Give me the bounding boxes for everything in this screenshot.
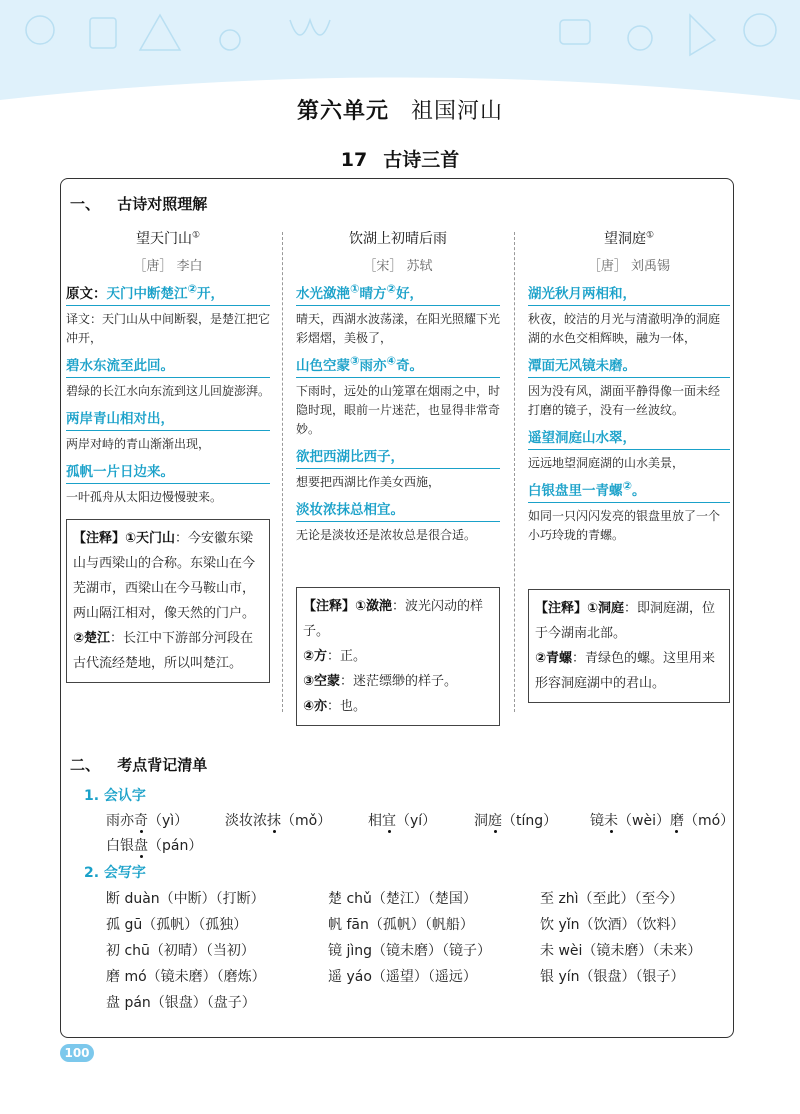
column-divider (282, 232, 283, 712)
write-item: 饮 yǐn（饮酒）（饮料） (540, 917, 685, 933)
notes-box: 【注释】①洞庭：即洞庭湖，位于今湖南北部。 ②青螺：青绿色的螺。这里用来形容洞庭湖中的君山。 (528, 589, 730, 703)
column-divider (514, 232, 515, 712)
recognize-item: 白银盘（pán） (106, 838, 203, 854)
poem-author: ［唐］ 李白 (133, 259, 203, 274)
section2-title (70, 754, 207, 775)
translation: 秋夜，皎洁的月光与清澈明净的洞庭湖的水色交相辉映，融为一体， (528, 312, 721, 345)
translation: 远远地望洞庭湖的山水美景， (528, 456, 685, 470)
section1-index: 一、 (70, 195, 101, 213)
poem-line: 白银盘里一青螺②。 (528, 479, 730, 503)
poem-line: 淡妆浓抹总相宜。 (296, 498, 500, 522)
recognize-subtitle: 1. 会认字 (84, 788, 146, 804)
poem-column-3 (528, 228, 730, 703)
poem-line: 水光潋滟①晴方②好， (296, 282, 500, 306)
write-item: 至 zhì（至此）（至今） (540, 891, 684, 907)
unit-name: 祖国河山 (411, 99, 504, 124)
poem-line: 潭面无风镜未磨。 (528, 354, 730, 378)
translation: 想要把西湖比作美女西施， (296, 475, 441, 489)
recognize-item: 镜未（wèi）磨（mó） (590, 813, 735, 829)
poem-title: 饮湖上初晴后雨 (349, 231, 447, 247)
lesson-title (0, 145, 800, 172)
poem-column-2 (296, 228, 500, 726)
poem-line: 遥望洞庭山水翠， (528, 426, 730, 450)
translation: 因为没有风，湖面平静得像一面未经打磨的镜子，没有一丝波纹。 (528, 384, 721, 417)
notes-box: 【注释】①潋滟：波光闪动的样子。 ②方：正。 ③空蒙：迷茫缥缈的样子。 ④亦：也。 (296, 587, 500, 726)
translation: 下雨时，远处的山笼罩在烟雨之中，时隐时现，眼前一片迷茫，也显得非常奇妙。 (296, 384, 501, 436)
poem-line: 两岸青山相对出， (66, 407, 270, 431)
page-number: 100 (60, 1044, 94, 1062)
translation: 碧绿的长江水向东流到这儿回旋澎湃。 (66, 384, 271, 398)
translation: 两岸对峙的青山渐渐出现， (66, 437, 211, 451)
recognize-item: 相宜（yí） (368, 813, 437, 829)
unit-number: 第六单元 (296, 99, 389, 124)
poem-line: 山色空蒙③雨亦④奇。 (296, 354, 500, 378)
lesson-number: 17 (340, 149, 368, 171)
lesson-name: 古诗三首 (383, 149, 460, 171)
write-item: 盘 pán（银盘）（盘子） (106, 995, 256, 1011)
write-item: 遥 yáo（遥望）（遥远） (328, 969, 477, 985)
poem-line: 湖光秋月两相和， (528, 282, 730, 306)
recognize-item: 洞庭（tíng） (474, 813, 558, 829)
write-item: 磨 mó（镜未磨）（磨炼） (106, 969, 266, 985)
poem-title: 望天门山① (135, 230, 201, 247)
translation: 晴天，西湖水波荡漾，在阳光照耀下光彩熠熠，美极了， (296, 312, 501, 345)
poem-line: 碧水东流至此回。 (66, 354, 270, 378)
write-item: 初 chū（初晴）（当初） (106, 943, 255, 959)
translation: 一叶孤舟从太阳边慢慢驶来。 (66, 490, 223, 504)
poem-line: 欲把西湖比西子， (296, 445, 500, 469)
write-item: 断 duàn（中断）（打断） (106, 891, 265, 907)
poem-author: ［唐］ 刘禹锡 (587, 259, 671, 274)
recognize-item: 淡妆浓抹（mǒ） (225, 813, 332, 829)
poem-line: 孤帆一片日边来。 (66, 460, 270, 484)
poem-author: ［宋］ 苏轼 (363, 259, 433, 274)
poem-column-1 (66, 228, 270, 683)
write-item: 孤 gū（孤帆）（孤独） (106, 917, 248, 933)
translation: 无论是淡妆还是浓妆总是很合适。 (296, 528, 477, 542)
write-subtitle: 2. 会写字 (84, 865, 146, 881)
unit-title (0, 94, 800, 125)
notes-box: 【注释】①天门山：今安徽东梁山与西梁山的合称。东梁山在今芜湖市，西梁山在今马鞍山市，两山隔江相对，像天然的门户。 ②楚江：长江中下游部分河段在古代流经楚地，所以叫楚江。 (66, 519, 270, 683)
translation: 译文：天门山从中间断裂，是楚江把它冲开， (66, 312, 271, 345)
write-item: 镜 jìng（镜未磨）（镜子） (328, 943, 491, 959)
write-item: 帆 fān（孤帆）（帆船） (328, 917, 474, 933)
section2-index: 二、 (70, 756, 101, 774)
translation: 如同一只闪闪发亮的银盘里放了一个小巧玲珑的青螺。 (528, 509, 721, 542)
section1-title (70, 193, 207, 214)
recognize-item: 雨亦奇（yì） (106, 813, 189, 829)
write-item: 楚 chǔ（楚江）（楚国） (328, 891, 477, 907)
section1-label: 古诗对照理解 (117, 195, 208, 213)
write-item: 未 wèi（镜未磨）（未来） (540, 943, 702, 959)
section2-label: 考点背记清单 (117, 756, 208, 774)
poem-line: 原文：天门中断楚江②开， (66, 282, 270, 306)
write-item: 银 yín（银盘）（银子） (540, 969, 685, 985)
poem-title: 望洞庭① (603, 230, 655, 247)
